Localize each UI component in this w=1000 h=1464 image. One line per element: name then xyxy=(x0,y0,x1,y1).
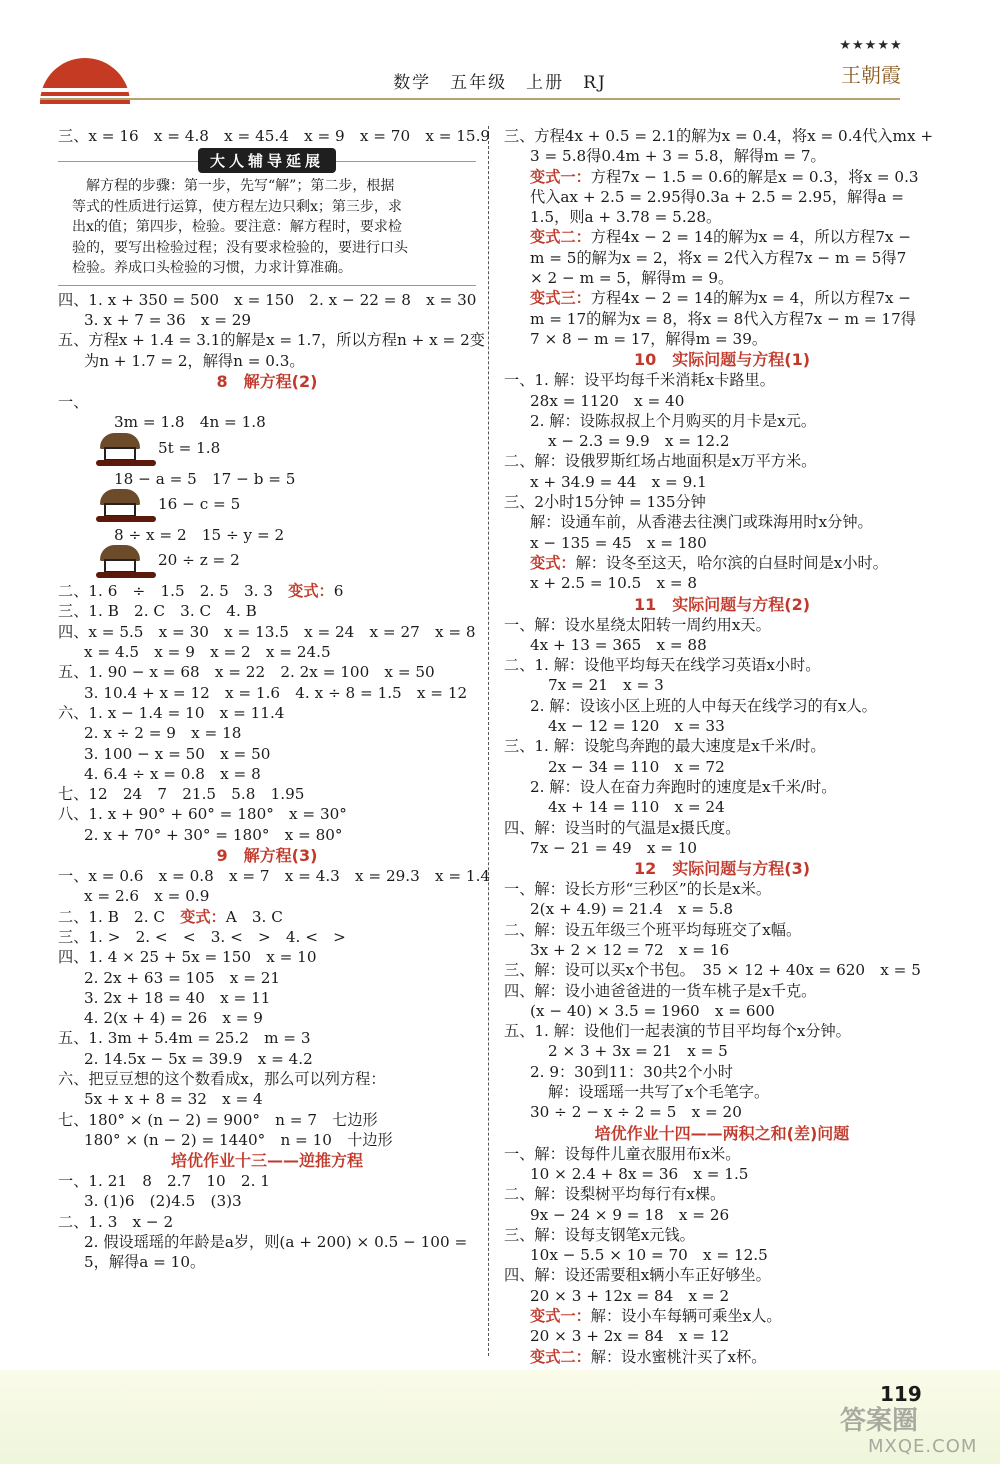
brand-logo-text: 王朝霞 xyxy=(841,63,901,87)
page-header xyxy=(0,0,1000,118)
answer-line: x − 135 = 45 x = 180 xyxy=(530,533,707,552)
stars-icon: ★★★★★ xyxy=(839,38,903,53)
answer-line: 2. 假设瑶瑶的年龄是a岁，则(a + 200) × 0.5 − 100 = xyxy=(84,1233,468,1252)
watermark-logo: 答案圈 xyxy=(840,1406,919,1436)
answer-line: 解：设通车前，从香港去往澳门或珠海用时x分钟。 xyxy=(530,513,873,532)
answer-line: 一、 xyxy=(58,392,89,411)
answer-line: 20 × 3 + 2x = 84 x = 12 xyxy=(530,1327,730,1346)
answer-line: x = 4.5 x = 9 x = 2 x = 24.5 xyxy=(84,643,331,662)
answer-line: 4. 6.4 ÷ x = 0.8 x = 8 xyxy=(84,764,261,783)
house-figure xyxy=(58,545,476,581)
tip-title: 大人辅导延展 xyxy=(198,148,336,173)
answer-line: x = 2.6 x = 0.9 xyxy=(84,887,210,906)
answer-line: 10x − 5.5 × 10 = 70 x = 12.5 xyxy=(530,1246,768,1265)
answer-line: 7x − 21 = 49 x = 10 xyxy=(530,838,698,857)
answer-line: 18 − a = 5 17 − b = 5 xyxy=(114,469,296,488)
answer-line: 一、解：设长方形“三秒区”的长是x米。 xyxy=(504,880,772,899)
column-divider xyxy=(488,126,489,1356)
header-rule xyxy=(40,98,900,100)
answer-line: 八、1. x + 90° + 60° = 180° x = 30° xyxy=(58,805,347,824)
answer-line: 2x − 34 = 110 x = 72 xyxy=(548,757,725,776)
section-heading: 11 实际问题与方程(2) xyxy=(633,594,811,614)
answer-line: 7x = 21 x = 3 xyxy=(548,676,664,695)
answer-line: 五、1. 解：设他们一起表演的节目平均每个x分钟。 xyxy=(504,1022,851,1041)
answer-line: 5，解得a = 10。 xyxy=(84,1253,206,1272)
answer-line: 一、1. 21 8 2.7 10 2. 1 xyxy=(58,1172,270,1191)
answer-line: 一、1. 解：设平均每千米消耗x卡路里。 xyxy=(504,371,775,390)
answer-line: 四、1. x + 350 = 500 x = 150 2. x − 22 = 8 x = 30 xyxy=(58,290,477,309)
answer-line: 二、1. 解：设他平均每天在线学习英语x小时。 xyxy=(504,656,821,675)
answer-line: 解：设瑶瑶一共写了x个毛笔字。 xyxy=(548,1083,770,1102)
answer-line: 变式一：方程7x − 1.5 = 0.6的解是x = 0.3，将x = 0.3 xyxy=(530,167,919,186)
answer-line: 变式：解：设冬至这天，哈尔滨的白昼时间是x小时。 xyxy=(530,553,888,572)
answer-line: 六、把豆豆想的这个数看成x，那么可以列方程： xyxy=(58,1070,386,1088)
right-column xyxy=(504,126,940,1367)
answer-line: 3. (1)6 (2)4.5 (3)3 xyxy=(84,1192,242,1211)
answer-line: 六、1. x − 1.4 = 10 x = 11.4 xyxy=(58,703,285,722)
answer-line: 2. 解：设该小区上班的人中每天在线学习的有x人。 xyxy=(530,696,877,715)
tip-text: 检验。养成口头检验的习惯，力求计算准确。 xyxy=(72,260,352,277)
answer-line: 二、解：设俄罗斯红场占地面积是x万平方米。 xyxy=(504,452,817,471)
left-column xyxy=(58,126,491,1273)
answer-line: 8 ÷ x = 2 15 ÷ y = 2 xyxy=(114,525,285,544)
answer-line: 四、x = 5.5 x = 30 x = 13.5 x = 24 x = 27 x = 8 xyxy=(58,622,476,641)
answer-line: (x − 40) × 3.5 = 1960 x = 600 xyxy=(530,1001,775,1020)
section-heading: 培优作业十三——逆推方程 xyxy=(170,1151,363,1171)
house-icon xyxy=(96,433,144,467)
house-icon xyxy=(96,489,144,523)
section-heading: 培优作业十四——两积之和(差)问题 xyxy=(594,1123,850,1143)
answer-line: 3. 2x + 18 = 40 x = 11 xyxy=(84,988,271,1007)
tip-box xyxy=(58,148,476,286)
answer-line: 变式二：方程4x − 2 = 14的解为x = 4，所以方程7x − xyxy=(530,228,911,247)
answer-line: 3. 100 − x = 50 x = 50 xyxy=(84,744,271,763)
answer-line: x − 2.3 = 9.9 x = 12.2 xyxy=(548,432,730,451)
answer-line: 三、2小时15分钟 = 135分钟 xyxy=(504,493,706,512)
answer-line: 4x + 13 = 365 x = 88 xyxy=(530,635,707,654)
tip-text: 等式的性质进行运算，使方程左边只剩x；第三步，求 xyxy=(72,198,402,215)
figure-equation: 20 ÷ z = 2 xyxy=(158,551,240,570)
house-figure xyxy=(58,489,476,525)
tip-text: 解方程的步骤：第一步，先写“解”；第二步，根据 xyxy=(72,178,395,195)
answer-line: 2(x + 4.9) = 21.4 x = 5.8 xyxy=(530,900,734,919)
page-number: 119 xyxy=(880,1382,922,1406)
answer-line: 三、解：设每支钢笔x元钱。 xyxy=(504,1225,695,1244)
answer-line: 10 × 2.4 + 8x = 36 x = 1.5 xyxy=(530,1164,749,1183)
answer-line: 180° × (n − 2) = 1440° n = 10 十边形 xyxy=(84,1130,393,1149)
answer-line: 一、解：设水星绕太阳转一周约用x天。 xyxy=(504,615,771,634)
answer-line: 二、解：设梨树平均每行有x棵。 xyxy=(504,1185,726,1204)
section-heading: 8 解方程(2) xyxy=(216,371,318,391)
header-title: 数学 五年级 上册 RJ xyxy=(393,73,607,93)
answer-line: 二、1. 6 ÷ 1.5 2. 5 3. 3 变式：6 xyxy=(58,582,344,601)
answer-line: 五、1. 90 − x = 68 x = 22 2. 2x = 100 x = 50 xyxy=(58,663,435,682)
answer-line: 9x − 24 × 9 = 18 x = 26 xyxy=(530,1205,730,1224)
answer-line: 2 × 3 + 3x = 21 x = 5 xyxy=(548,1042,728,1061)
answer-line: 代入ax + 2.5 = 2.95得0.3a + 2.5 = 2.95，解得a = xyxy=(530,187,905,206)
answer-line: 2. 解：设陈叔叔上个月购买的月卡是x元。 xyxy=(530,411,817,430)
answer-line: 4x + 14 = 110 x = 24 xyxy=(548,798,725,817)
answer-line: 变式一：解：设小车每辆可乘坐x人。 xyxy=(530,1307,782,1326)
answer-line: 二、1. 3 x − 2 xyxy=(58,1212,174,1231)
answer-line: 三、方程4x + 0.5 = 2.1的解为x = 0.4，将x = 0.4代入mx + xyxy=(504,127,934,145)
house-icon xyxy=(96,545,144,579)
brand-logo xyxy=(832,38,910,108)
answer-line: 七、12 24 7 21.5 5.8 1.95 xyxy=(58,785,305,804)
tip-text: 验的，要写出检验过程；没有要求检验的，要进行口头 xyxy=(72,239,408,256)
answer-line: 2. x ÷ 2 = 9 x = 18 xyxy=(84,724,242,743)
answer-line: 30 ÷ 2 − x ÷ 2 = 5 x = 20 xyxy=(530,1103,742,1122)
answer-line: 四、1. 4 × 25 + 5x = 150 x = 10 xyxy=(58,948,317,967)
answer-line: 4x − 12 = 120 x = 33 xyxy=(548,717,725,736)
watermark-url: MXQE.COM xyxy=(868,1436,978,1457)
answer-line: 三、1. 解：设鸵鸟奔跑的最大速度是x千米/时。 xyxy=(504,737,826,756)
answer-line: 2. 2x + 63 = 105 x = 21 xyxy=(84,968,281,987)
answer-line: 2. x + 70° + 30° = 180° x = 80° xyxy=(84,825,343,844)
answer-line: 七、180° × (n − 2) = 900° n = 7 七边形 xyxy=(58,1110,378,1129)
answer-line: 一、解：设每件儿童衣服用布x米。 xyxy=(504,1144,741,1163)
answer-line: 五、1. 3m + 5.4m = 25.2 m = 3 xyxy=(58,1029,311,1048)
section-heading: 9 解方程(3) xyxy=(216,846,318,866)
answer-line: 五、方程x + 1.4 = 3.1的解是x = 1.7，所以方程n + x = 2变 xyxy=(58,331,485,350)
figure-equation: 16 − c = 5 xyxy=(158,494,241,513)
answer-line: 1.5，则a + 3.78 = 5.28。 xyxy=(530,208,722,227)
answer-line: 二、1. B 2. C 变式：A 3. C xyxy=(58,907,283,926)
answer-line: m = 5的解为x = 2，将x = 2代入方程7x − m = 5得7 xyxy=(530,248,907,267)
answer-line: 5x + x + 8 = 32 x = 4 xyxy=(84,1090,263,1109)
answer-line: 一、x = 0.6 x = 0.8 x = 7 x = 4.3 x = 29.3 x = 1.4 xyxy=(58,867,491,886)
answer-line: 3 = 5.8得0.4m + 3 = 5.8，解得m = 7。 xyxy=(530,147,826,166)
section-heading: 10 实际问题与方程(1) xyxy=(633,350,811,370)
answer-line: 二、解：设五年级三个班平均每班交了x幅。 xyxy=(504,920,802,939)
tip-text: 出x的值；第四步，检验。要注意：解方程时，要求检 xyxy=(72,219,402,236)
answer-line: 3x + 2 × 12 = 72 x = 16 xyxy=(530,940,730,959)
answer-line: x + 2.5 = 10.5 x = 8 xyxy=(530,574,698,593)
answer-line: 四、解：设小迪爸爸进的一货车桃子是x千克。 xyxy=(504,981,817,1000)
answer-line: 三、解：设可以买x个书包。 35 × 12 + 40x = 620 x = 5 xyxy=(504,961,921,980)
answer-line: 3. x + 7 = 36 x = 29 xyxy=(84,311,252,330)
answer-line: 3. 10.4 + x = 12 x = 1.6 4. x ÷ 8 = 1.5 x = 12 xyxy=(84,683,468,702)
answer-line: × 2 − m = 5，解得m = 9。 xyxy=(530,269,734,288)
answer-line: 为n + 1.7 = 2，解得n = 0.3。 xyxy=(84,351,305,370)
answer-line: 2. 解：设人在奋力奔跑时的速度是x千米/时。 xyxy=(530,777,837,796)
answer-line: 三、1. B 2. C 3. C 4. B xyxy=(58,602,257,621)
answer-line: 3m = 1.8 4n = 1.8 xyxy=(114,413,266,432)
answer-line: 4. 2(x + 4) = 26 x = 9 xyxy=(84,1009,263,1028)
answer-line: 2. 14.5x − 5x = 39.9 x = 4.2 xyxy=(84,1049,313,1068)
answer-line: 变式二：解：设水蜜桃汁买了x杯。 xyxy=(530,1347,767,1366)
answer-line: 变式三：方程4x − 2 = 14的解为x = 4，所以方程7x − xyxy=(530,289,911,308)
section-heading: 12 实际问题与方程(3) xyxy=(633,859,811,879)
answer-line: 四、解：设还需要租x辆小车正好够坐。 xyxy=(504,1266,771,1285)
answer-line: m = 17的解为x = 8，将x = 8代入方程7x − m = 17得 xyxy=(530,309,916,328)
answer-line: 7 × 8 − m = 17，解得m = 39。 xyxy=(530,329,768,348)
answer-line: 28x = 1120 x = 40 xyxy=(530,391,685,410)
figure-equation: 5t = 1.8 xyxy=(158,438,221,457)
answer-line: 三、x = 16 x = 4.8 x = 45.4 x = 9 x = 70 x = 15.9 xyxy=(58,127,491,145)
answer-line: 2. 9：30到11：30共2个小时 xyxy=(530,1062,733,1081)
answer-line: 20 × 3 + 12x = 84 x = 2 xyxy=(530,1286,730,1305)
answer-line: x + 34.9 = 44 x = 9.1 xyxy=(530,472,707,491)
answer-line: 三、1. > 2. < < 3. < > 4. < > xyxy=(58,927,346,946)
house-figure xyxy=(58,433,476,469)
answer-line: 四、解：设当时的气温是x摄氏度。 xyxy=(504,818,741,837)
